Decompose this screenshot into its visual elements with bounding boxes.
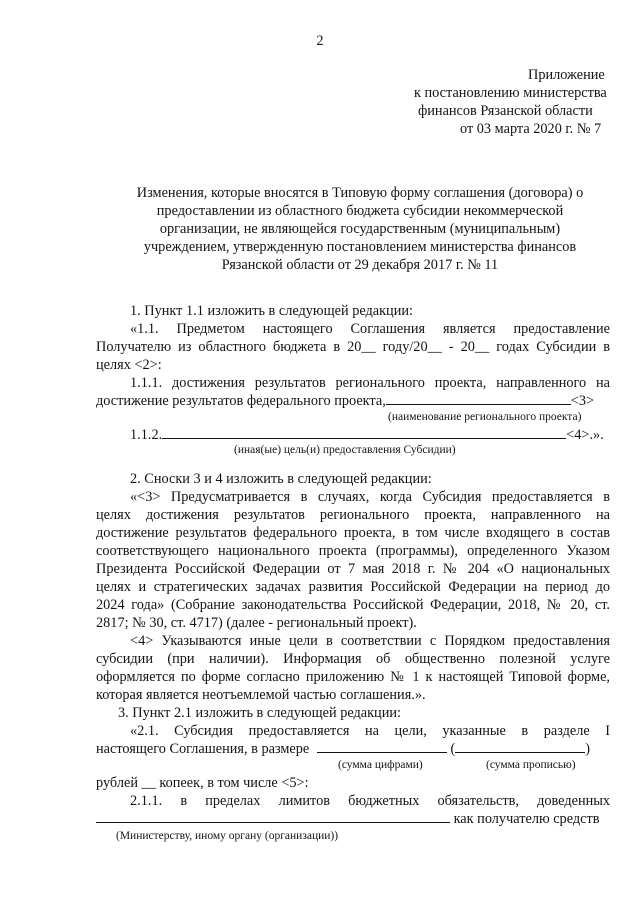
caption-other-goals: (иная(ые) цель(и) предоставления Субсидии): [234, 444, 456, 456]
s1-paragraph-line: [130, 426, 604, 444]
s3-line: рублей __ копеек, в том числе <5>:: [96, 775, 309, 791]
s1-text: 1.1.2.: [130, 427, 163, 443]
s1-paragraph-line: [96, 392, 594, 410]
page-number: 2: [316, 33, 324, 49]
amount-digits-blank: [317, 740, 447, 753]
caption-amount-words: (сумма прописью): [486, 759, 576, 771]
footnote-ref-4: <4>.».: [566, 427, 604, 443]
paren-open: (: [450, 741, 456, 757]
section-1-heading: 1. Пункт 1.1 изложить в следующей редакции:: [130, 303, 413, 319]
blank-line: [386, 392, 571, 405]
caption-amount-digits: (сумма цифрами): [338, 759, 423, 771]
s2-line: которая является неотъемлемой частью соглашения.».: [96, 687, 426, 703]
s2-line: 2817; № 30, ст. 4717) (далее - региональный проект).: [96, 615, 417, 631]
s1-paragraph-line: «1.1. Предметом настоящего Соглашения является предоставление: [130, 321, 610, 337]
s3-text: настоящего Соглашения, в размере: [96, 741, 310, 757]
title-line-2: предоставлении из областного бюджета субсидии некоммерческой: [156, 203, 564, 219]
s2-line: субсидии (при наличии). Информация об общественно полезной услуге: [96, 651, 610, 667]
appendix-line-3: финансов Рязанской области: [418, 103, 593, 119]
appendix-line-4: от 03 марта 2020 г. № 7: [460, 121, 602, 137]
blank-line: [162, 426, 566, 439]
s2-line: оформляется по форме согласно приложению № 1 к настоящей Типовой форме,: [96, 669, 610, 685]
s1-paragraph-line: целях <2>:: [96, 357, 162, 373]
title-line-4: учреждением, утвержденную постановлением министерства финансов: [143, 239, 577, 255]
s1-paragraph-line: Получателю из областного бюджета в 20__ году/20__ - 20__ годах Субсидии в: [96, 339, 610, 355]
section-3-heading: 3. Пункт 2.1 изложить в следующей редакции:: [118, 705, 401, 721]
s2-line: целях и стратегических задачах развития Российской Федерации на период до: [96, 579, 610, 595]
title-line-1: Изменения, которые вносятся в Типовую форму соглашения (договора) о: [136, 185, 584, 201]
s2-line: достижение результатов федерального проекта, в том числе входящего в состав: [96, 525, 610, 541]
s2-line: целях достижения результатов регионального проекта, направленного на: [96, 507, 610, 523]
footnote-ref-3: <3>: [570, 393, 595, 409]
s3-line: [96, 740, 590, 758]
title-line-5: Рязанской области от 29 декабря 2017 г. № 11: [221, 257, 499, 273]
s2-line: <4> Указываются иные цели в соответствии с Порядком предоставления: [130, 633, 610, 649]
amount-words-blank: [455, 740, 585, 753]
s3-line: «2.1. Субсидия предоставляется на цели, указанные в разделе I: [130, 723, 610, 739]
s3-text: как получателю средств: [453, 811, 600, 827]
caption-regional-project: (наименование регионального проекта): [388, 411, 582, 423]
caption-ministry: (Министерству, иному органу (организации)): [116, 830, 339, 842]
title-line-3: организации, не являющейся государственным (муниципальным): [159, 221, 561, 237]
s3-line: [96, 810, 600, 828]
appendix-line-2: к постановлению министерства: [414, 85, 607, 101]
s2-line: 2024 года» (Собрание законодательства Российской Федерации, 2018, № 20, ст.: [96, 597, 610, 613]
section-2-heading: 2. Сноски 3 и 4 изложить в следующей редакции:: [130, 471, 432, 487]
s1-text: достижение результатов федерального проекта,: [96, 393, 386, 409]
s2-line: соответствующего национального проекта (программы), определенного Указом: [96, 543, 610, 559]
paren-close: ): [585, 741, 590, 757]
s2-line: «<3> Предусматривается в случаях, когда Субсидия предоставляется в: [130, 489, 610, 505]
ministry-blank: [96, 810, 450, 823]
s3-line: 2.1.1. в пределах лимитов бюджетных обязательств, доведенных: [130, 793, 610, 809]
s1-paragraph-line: 1.1.1. достижения результатов регионального проекта, направленного на: [130, 375, 610, 391]
s2-line: Президента Российской Федерации от 7 мая 2018 г. № 204 «О национальных: [96, 561, 610, 577]
appendix-line-1: Приложение: [528, 67, 605, 83]
